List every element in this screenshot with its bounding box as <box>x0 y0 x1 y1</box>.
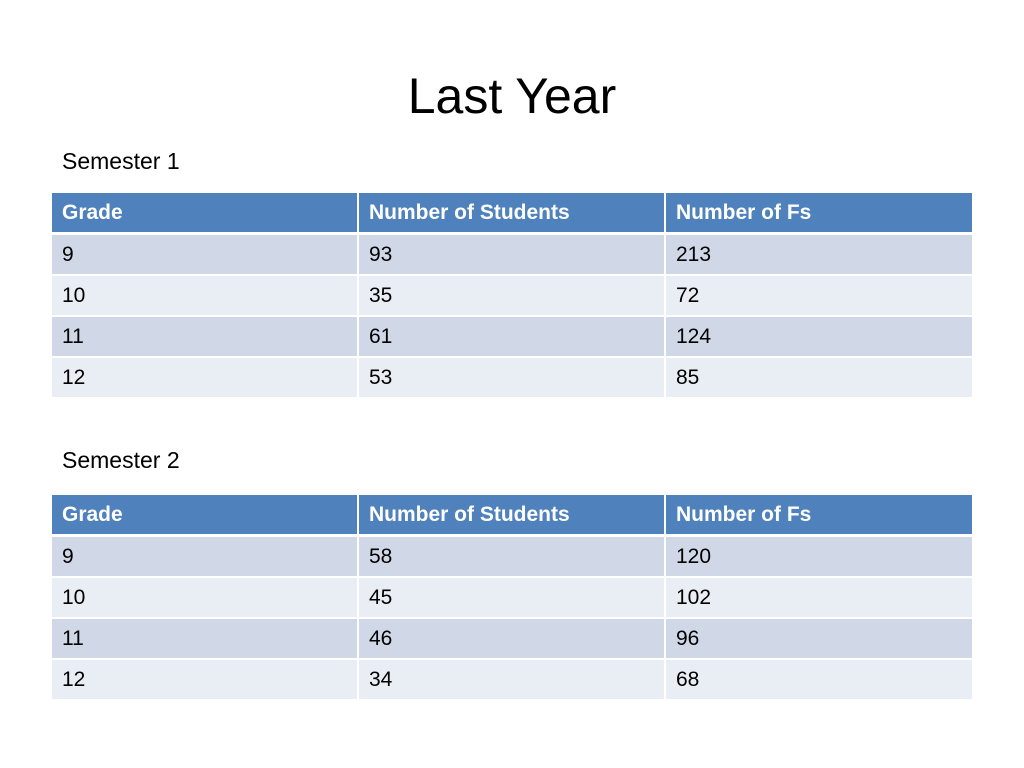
table-row <box>52 235 972 276</box>
table-row <box>52 660 972 701</box>
cell-number-of-fs: 120 <box>666 537 972 578</box>
table-header-row <box>52 193 972 235</box>
cell-grade: 12 <box>52 660 359 701</box>
cell-grade: 11 <box>52 619 359 660</box>
header-number-of-fs: Number of Fs <box>666 495 972 537</box>
table-row <box>52 276 972 317</box>
cell-number-of-students: 45 <box>359 578 666 619</box>
cell-number-of-students: 93 <box>359 235 666 276</box>
cell-number-of-fs: 213 <box>666 235 972 276</box>
cell-number-of-students: 61 <box>359 317 666 358</box>
table-row <box>52 358 972 399</box>
header-grade: Grade <box>52 495 359 537</box>
cell-number-of-fs: 72 <box>666 276 972 317</box>
cell-number-of-fs: 85 <box>666 358 972 399</box>
cell-number-of-students: 53 <box>359 358 666 399</box>
cell-grade: 12 <box>52 358 359 399</box>
cell-number-of-students: 58 <box>359 537 666 578</box>
cell-number-of-fs: 124 <box>666 317 972 358</box>
semester-2-label: Semester 2 <box>62 447 180 473</box>
header-number-of-students: Number of Students <box>359 193 666 235</box>
table-row <box>52 537 972 578</box>
table-header-row <box>52 495 972 537</box>
header-number-of-students: Number of Students <box>359 495 666 537</box>
cell-grade: 10 <box>52 578 359 619</box>
table-row <box>52 317 972 358</box>
cell-grade: 9 <box>52 235 359 276</box>
semester-1-table <box>52 193 972 399</box>
cell-grade: 9 <box>52 537 359 578</box>
cell-grade: 11 <box>52 317 359 358</box>
semester-1-label: Semester 1 <box>62 148 180 174</box>
semester-2-table <box>52 495 972 701</box>
cell-number-of-students: 34 <box>359 660 666 701</box>
table-row <box>52 619 972 660</box>
slide-title: Last Year <box>407 68 617 124</box>
cell-number-of-students: 46 <box>359 619 666 660</box>
cell-number-of-fs: 102 <box>666 578 972 619</box>
header-grade: Grade <box>52 193 359 235</box>
header-number-of-fs: Number of Fs <box>666 193 972 235</box>
table-row <box>52 578 972 619</box>
cell-number-of-fs: 96 <box>666 619 972 660</box>
cell-number-of-students: 35 <box>359 276 666 317</box>
cell-grade: 10 <box>52 276 359 317</box>
cell-number-of-fs: 68 <box>666 660 972 701</box>
